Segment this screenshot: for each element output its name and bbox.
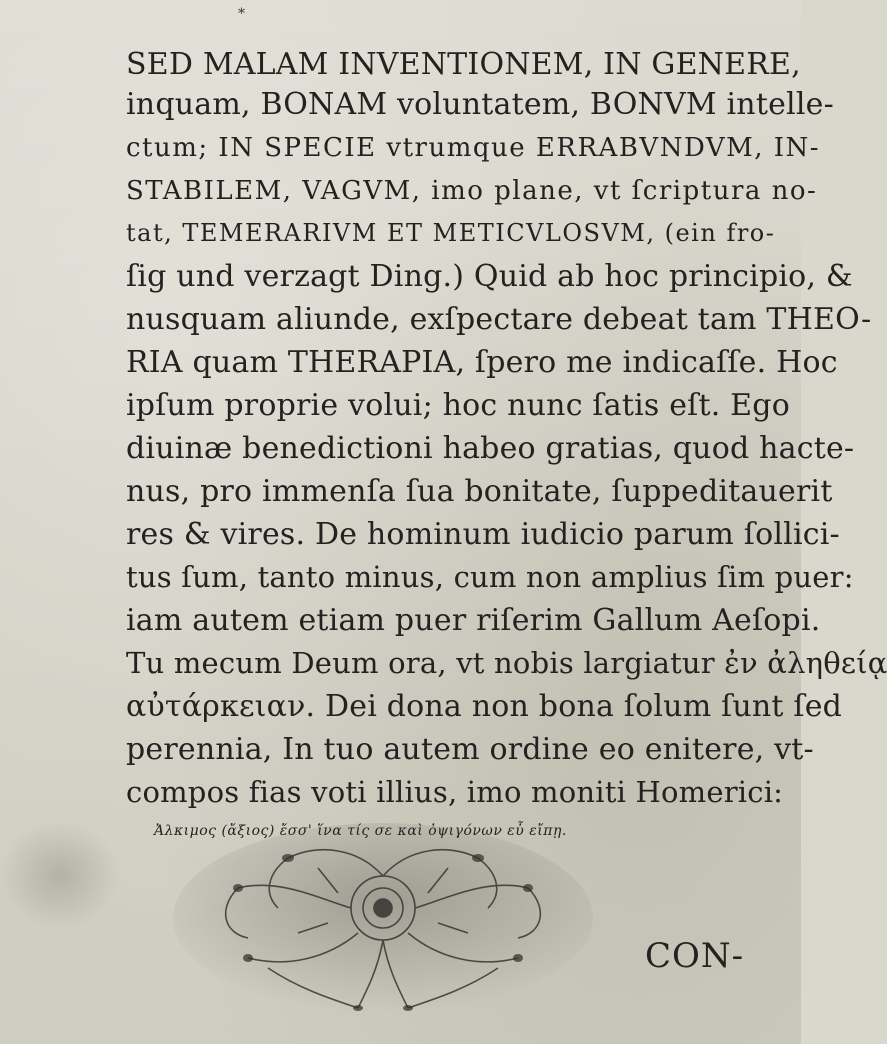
text-line: ctum; IN SPECIE vtrumque ERRABVNDVM, IN- <box>126 133 821 163</box>
catchword: CON- <box>645 936 745 976</box>
text-line: STABILEM, VAGVM, imo plane, vt ſcriptura no- <box>126 176 818 206</box>
text-line: ſig und verzagt Ding.) Quid ab hoc principio, & <box>126 259 853 294</box>
text-line: nus, pro immenſa ſua bonitate, ſuppeditauerit <box>126 474 833 509</box>
text-line: res & vires. De hominum iudicio parum ſollici- <box>126 517 840 552</box>
text-line: SED MALAM INVENTIONEM, IN GENERE, <box>126 47 801 82</box>
text-line: RIA quam THERAPIA, ſpero me indicaſſe. Hoc <box>126 345 838 380</box>
greek-verse-line: Ἀλκιμος (ἄξιος) ἔσσ' ἵνα τίς σε καὶ ὀψιγόνων εὖ εἴπῃ. <box>154 823 567 839</box>
paper-stain <box>0 820 120 930</box>
text-line: perennia, In tuo autem ordine eo enitere, vt- <box>126 732 814 767</box>
text-line: compos fias voti illius, imo moniti Homerici: <box>126 775 784 809</box>
text-line: iam autem etiam puer riſerim Gallum Aeſopi. <box>126 603 821 638</box>
text-line: ipſum proprie volui; hoc nunc ſatis eſt. Ego <box>126 388 790 423</box>
text-line: diuinæ benedictioni habeo gratias, quod hacte- <box>126 431 855 466</box>
text-line: nusquam aliunde, exſpectare debeat tam THEO- <box>126 302 872 337</box>
floral-ornament <box>168 838 598 1023</box>
text-line: αὐτάρκειαν. Dei dona non bona ſolum ſunt ſed <box>126 689 843 724</box>
text-line: inquam, BONAM voluntatem, BONVM intelle- <box>126 87 834 122</box>
text-line: tus ſum, tanto minus, cum non amplius ſim puer: <box>126 560 854 594</box>
page-mark: * <box>238 6 245 22</box>
text-line: Tu mecum Deum ora, vt nobis largiatur ἐν ἀληθείᾳ <box>126 646 887 680</box>
text-line: tat, TEMERARIVM ET METICVLOSVM, (ein fro- <box>126 219 776 247</box>
